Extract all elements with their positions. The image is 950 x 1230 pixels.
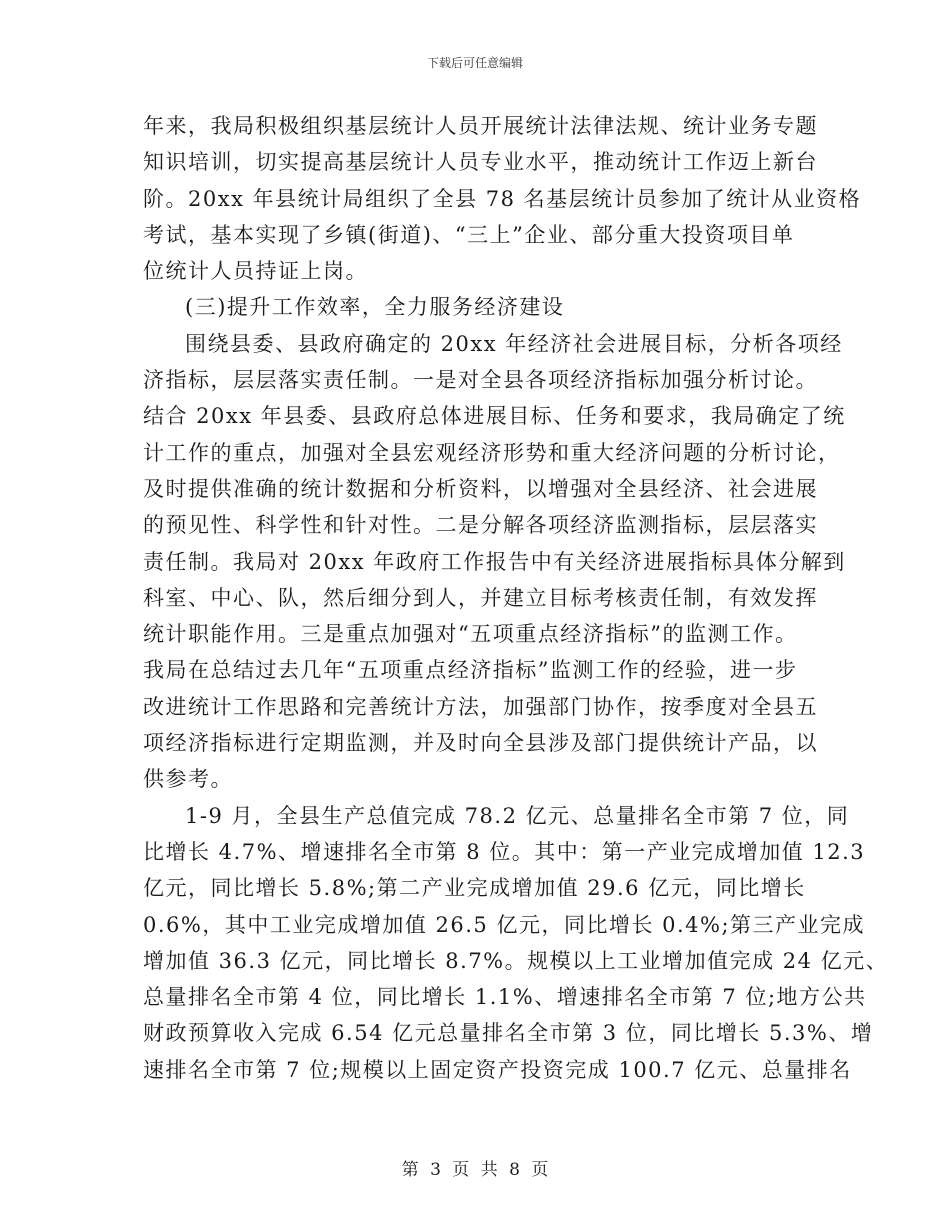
section-heading: (三)提升工作效率，全力服务经济建设 (185, 295, 565, 320)
text-line: 统计职能作用。三是重点加强对“五项重点经济指标”的监测工作。 (143, 622, 798, 647)
text-line: 我局在总结过去几年“五项重点经济指标”监测工作的经验，进一步 (143, 658, 798, 683)
page-footer: 第 3 页 共 8 页 (401, 1160, 549, 1180)
text-line: 知识培训，切实提高基层统计人员专业水平，推动统计工作迈上新台 (143, 150, 818, 175)
text-line: 济指标，层层落实责任制。一是对全县各项经济指标加强分析讨论。 (143, 368, 818, 393)
text-line: 责任制。我局对 20xx 年政府工作报告中有关经济进展指标具体分解到 (143, 549, 846, 574)
text-line: 比增长 4.7%、增速排名全市第 8 位。其中：第一产业完成增加值 12.3 (143, 839, 866, 864)
text-line: 总量排名全市第 4 位，同比增长 1.1%、增速排名全市第 7 位;地方公共 (143, 985, 867, 1010)
text-line: 项经济指标进行定期监测，并及时向全县涉及部门提供统计产品，以 (143, 731, 818, 756)
body-text (143, 108, 889, 1088)
text-line: 位统计人员持证上岗。 (143, 259, 368, 284)
text-line: 改进统计工作思路和完善统计方法，加强部门协作，按季度对全县五 (143, 694, 818, 719)
text-line: 的预见性、科学性和针对性。二是分解各项经济监测指标，层层落实 (143, 513, 818, 538)
text-line: 阶。20xx 年县统计局组织了全县 78 名基层统计员参加了统计从业资格 (143, 186, 862, 211)
text-line: 增加值 36.3 亿元，同比增长 8.7%。规模以上工业增加值完成 24 亿元、 (143, 948, 889, 973)
text-line: 围绕县委、县政府确定的 20xx 年经济社会进展目标，分析各项经 (185, 331, 843, 356)
text-line: 1-9 月，全县生产总值完成 78.2 亿元、总量排名全市第 7 位，同 (185, 803, 850, 828)
text-line: 科室、中心、队，然后细分到人，并建立目标考核责任制，有效发挥 (143, 585, 818, 610)
text-line: 结合 20xx 年县委、县政府总体进展目标、任务和要求，我局确定了统 (143, 404, 846, 429)
text-line: 速排名全市第 7 位;规模以上固定资产投资完成 100.7 亿元、总量排名 (143, 1057, 852, 1082)
header-note: 下载后可任意编辑 (426, 56, 523, 70)
text-line: 供参考。 (143, 767, 233, 792)
text-line: 年来，我局积极组织基层统计人员开展统计法律法规、统计业务专题 (143, 114, 818, 138)
text-line: 财政预算收入完成 6.54 亿元总量排名全市第 3 位，同比增长 5.3%、增 (143, 1021, 874, 1046)
text-line: 0.6%，其中工业完成增加值 26.5 亿元，同比增长 0.4%;第三产业完成 (143, 912, 866, 937)
text-line: 亿元，同比增长 5.8%;第二产业完成增加值 29.6 亿元，同比增长 (143, 876, 806, 901)
text-line: 计工作的重点，加强对全县宏观经济形势和重大经济问题的分析讨论， (143, 440, 841, 465)
text-line: 考试，基本实现了乡镇(街道)、“三上”企业、部分重大投资项目单 (143, 222, 795, 247)
text-line: 及时提供准确的统计数据和分析资料，以增强对全县经济、社会进展 (143, 476, 818, 501)
